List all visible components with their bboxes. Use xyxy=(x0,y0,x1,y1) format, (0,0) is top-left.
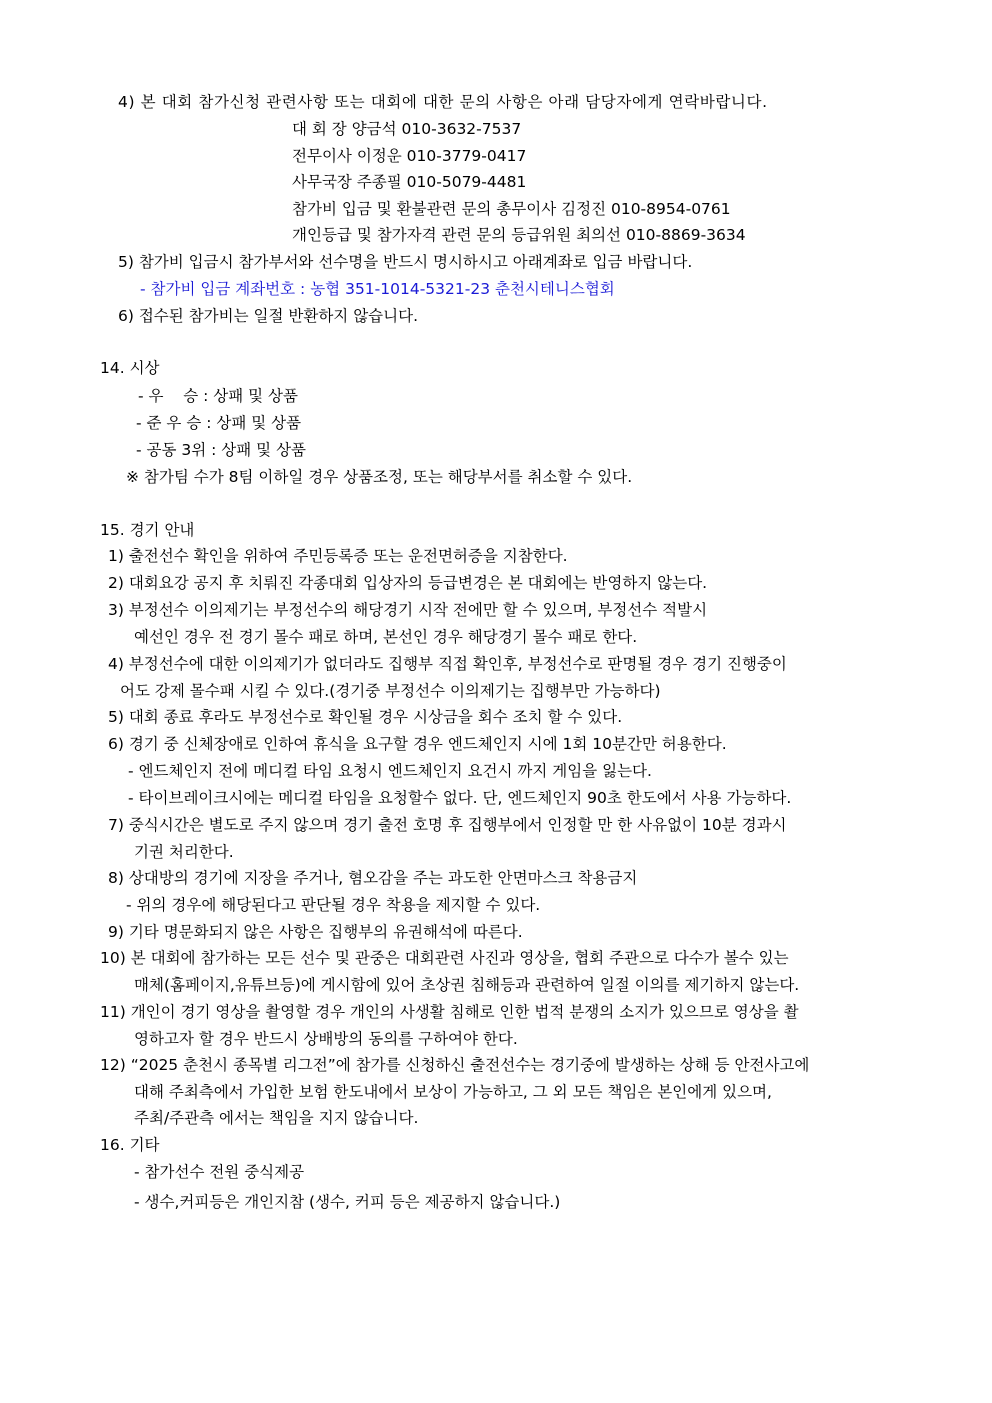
rule-7-cont: 기권 처리한다. xyxy=(134,843,234,861)
rule-12-cont2: 주최/주관측 에서는 책임을 지지 않습니다. xyxy=(134,1109,419,1127)
rule-10: 10) 본 대회에 참가하는 모든 선수 및 관중은 대회관련 사진과 영상을, 협회 주관으로 다수가 볼수 있는 xyxy=(100,949,789,967)
contact-grade: 개인등급 및 참가자격 관련 문의 등급위원 최의선 010-8869-3634 xyxy=(292,226,746,244)
section-15-title: 15. 경기 안내 xyxy=(100,521,195,539)
contact-executive-director: 전무이사 이정운 010-3779-0417 xyxy=(292,147,527,165)
rule-6: 6) 경기 중 신체장애로 인하여 휴식을 요구할 경우 엔드체인지 시에 1회 10분간만 허용한다. xyxy=(108,735,727,753)
contact-chairman: 대 회 장 양금석 010-3632-7537 xyxy=(292,120,522,138)
s13-item6: 6) 접수된 참가비는 일절 반환하지 않습니다. xyxy=(118,307,419,325)
rule-2: 2) 대회요강 공지 후 치뤄진 각종대회 입상자의 등급변경은 본 대회에는 반영하지 않는다. xyxy=(108,574,708,592)
award-note: ※ 참가팀 수가 8팀 이하일 경우 상품조정, 또는 해당부서를 취소할 수 있다. xyxy=(126,468,633,486)
rule-8-note: - 위의 경우에 해당된다고 판단될 경우 착용을 제지할 수 있다. xyxy=(126,896,541,914)
misc-water-coffee: - 생수,커피등은 개인지참 (생수, 커피 등은 제공하지 않습니다.) xyxy=(134,1193,561,1211)
rule-3: 3) 부정선수 이의제기는 부정선수의 해당경기 시작 전에만 할 수 있으며, 부정선수 적발시 xyxy=(108,601,708,619)
award-third: - 공동 3위 : 상패 및 상품 xyxy=(136,441,307,459)
contact-fee-refund: 참가비 입금 및 환불관련 문의 총무이사 김정진 010-8954-0761 xyxy=(292,200,731,218)
s13-item5: 5) 참가비 입금시 참가부서와 선수명을 반드시 명시하시고 아래계좌로 입금 바랍니다. xyxy=(118,253,693,271)
rule-7: 7) 중식시간은 별도로 주지 않으며 경기 출전 호명 후 집행부에서 인정할 만 한 사유없이 10분 경과시 xyxy=(108,816,787,834)
rule-4-cont: 어도 강제 몰수패 시킬 수 있다.(경기중 부정선수 이의제기는 집행부만 가능하다) xyxy=(120,682,661,700)
s13-item4: 4) 본 대회 참가신청 관련사항 또는 대회에 대한 문의 사항은 아래 담당자에게 연락바랍니다. xyxy=(118,93,768,111)
rule-11: 11) 개인이 경기 영상을 촬영할 경우 개인의 사생활 침해로 인한 법적 분쟁의 소지가 있으므로 영상을 촬 xyxy=(100,1003,799,1021)
rule-11-cont: 영하고자 할 경우 반드시 상배방의 동의를 구하여야 한다. xyxy=(134,1030,518,1048)
award-winner: - 우 승 : 상패 및 상품 xyxy=(138,387,298,405)
rule-6-medical: - 엔드체인지 전에 메디컬 타임 요청시 엔드체인지 요건시 까지 게임을 잃는다. xyxy=(128,762,652,780)
rule-8: 8) 상대방의 경기에 지장을 주거나, 혐오감을 주는 과도한 안면마스크 착용금지 xyxy=(108,869,638,887)
section-16-title: 16. 기타 xyxy=(100,1136,160,1154)
section-14-title: 14. 시상 xyxy=(100,359,160,377)
rule-3-cont: 예선인 경우 전 경기 몰수 패로 하며, 본선인 경우 해당경기 몰수 패로 한다. xyxy=(134,628,638,646)
rule-9: 9) 기타 명문화되지 않은 사항은 집행부의 유권해석에 따른다. xyxy=(108,923,523,941)
rule-6-tiebreak: - 타이브레이크시에는 메디컬 타임을 요청할수 없다. 단, 엔드체인지 90초 한도에서 사용 가능하다. xyxy=(128,789,792,807)
contact-secretary-general: 사무국장 주종필 010-5079-4481 xyxy=(292,173,527,191)
rule-12-cont: 대해 주최측에서 가입한 보험 한도내에서 보상이 가능하고, 그 외 모든 책임은 본인에게 있으며, xyxy=(134,1083,772,1101)
award-runner-up: - 준 우 승 : 상패 및 상품 xyxy=(136,414,302,432)
rule-10-cont: 매체(홈페이지,유튜브등)에 게시함에 있어 초상권 침해등과 관련하여 일절 이의를 제기하지 않는다. xyxy=(134,976,800,994)
rule-12: 12) “2025 춘천시 종목별 리그전”에 참가를 신청하신 출전선수는 경기중에 발생하는 상해 등 안전사고에 xyxy=(100,1056,810,1074)
misc-lunch: - 참가선수 전원 중식제공 xyxy=(134,1163,305,1181)
rule-1: 1) 출전선수 확인을 위하여 주민등록증 또는 운전면허증을 지참한다. xyxy=(108,547,568,565)
account-number: - 참가비 입금 계좌번호 : 농협 351-1014-5321-23 춘천시테니스협회 xyxy=(140,280,615,298)
rule-5: 5) 대회 종료 후라도 부정선수로 확인될 경우 시상금을 회수 조치 할 수 있다. xyxy=(108,708,623,726)
rule-4: 4) 부정선수에 대한 이의제기가 없더라도 집행부 직접 확인후, 부정선수로 판명될 경우 경기 진행중이 xyxy=(108,655,787,673)
